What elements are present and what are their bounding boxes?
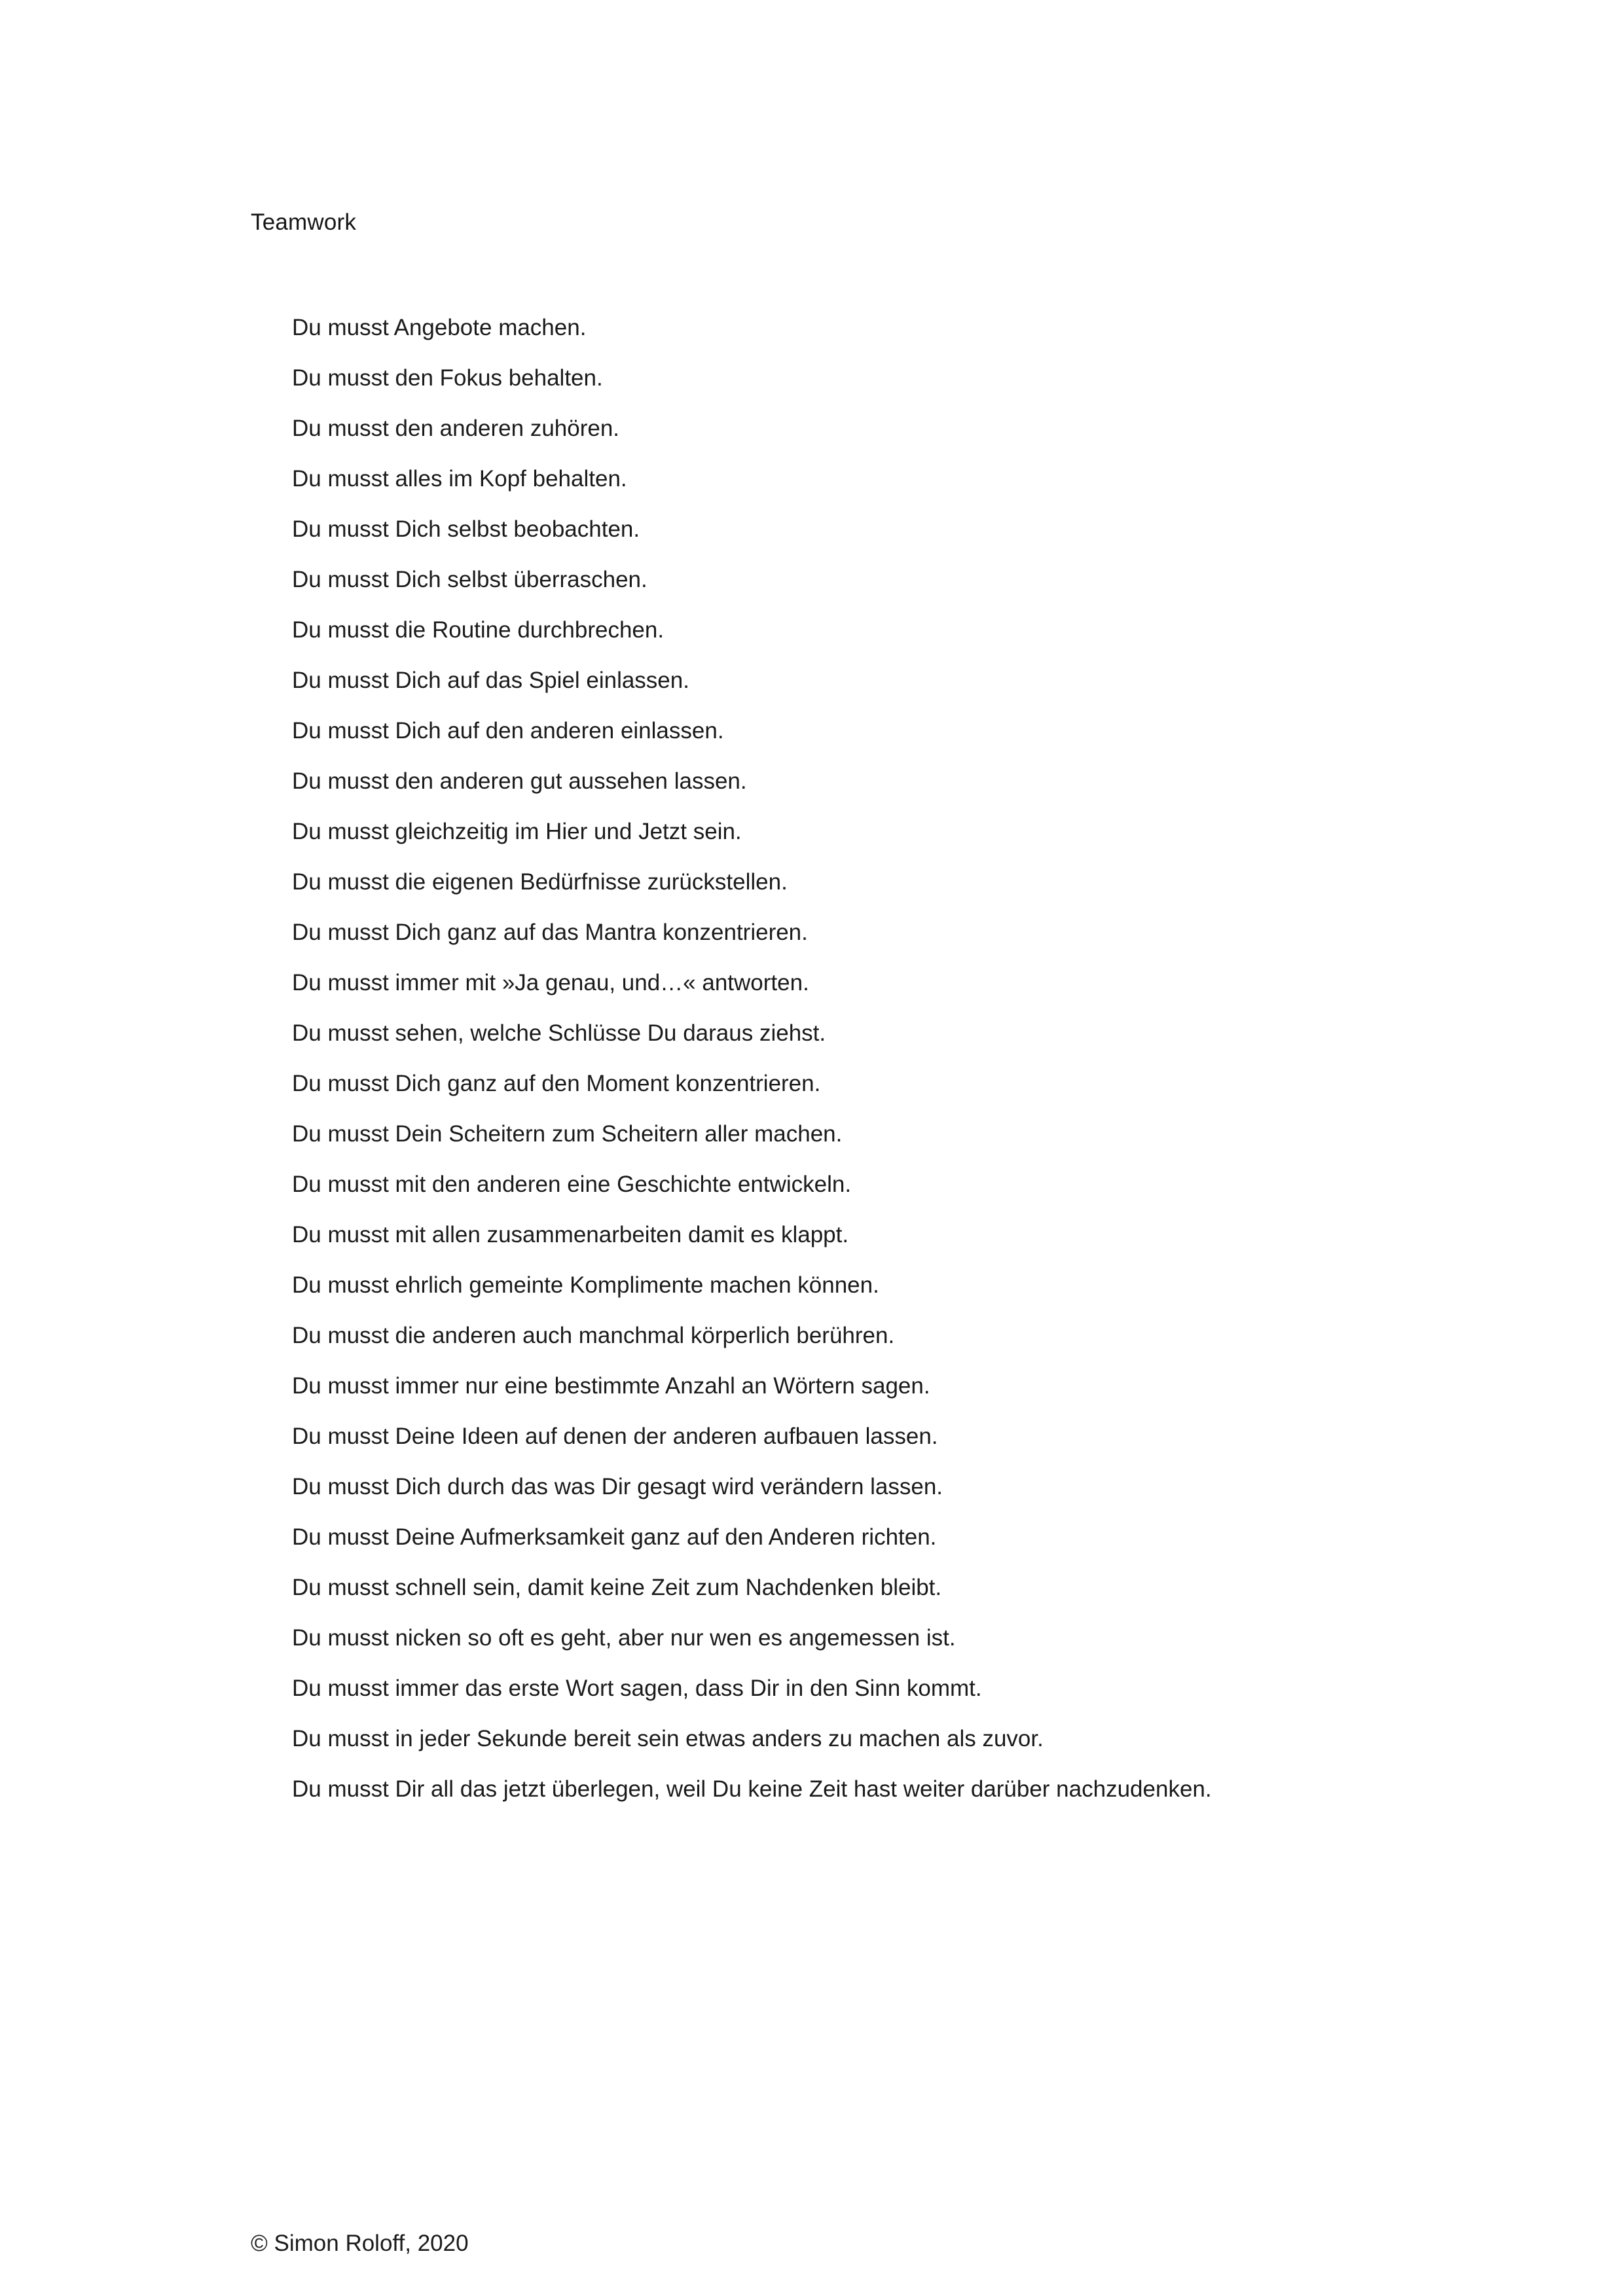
text-line: Du musst die Routine durchbrechen.: [292, 617, 665, 643]
copyright-footer: © Simon Roloff, 2020: [251, 2231, 469, 2256]
text-line: Du musst Dir all das jetzt überlegen, weil Du keine Zeit hast weiter darüber nachzudenken.: [292, 1776, 1212, 1802]
text-line: Du musst Dich auf den anderen einlassen.: [292, 718, 724, 744]
text-line: Du musst den anderen zuhören.: [292, 416, 620, 441]
text-line: Du musst Deine Aufmerksamkeit ganz auf den Anderen richten.: [292, 1524, 937, 1550]
text-line: Du musst die anderen auch manchmal körperlich berühren.: [292, 1323, 895, 1348]
text-line: Du musst in jeder Sekunde bereit sein etwas anders zu machen als zuvor.: [292, 1726, 1044, 1751]
text-line: Du musst nicken so oft es geht, aber nur wen es angemessen ist.: [292, 1625, 956, 1651]
text-line: Du musst schnell sein, damit keine Zeit zum Nachdenken bleibt.: [292, 1575, 942, 1600]
text-line: Du musst immer das erste Wort sagen, dass Dir in den Sinn kommt.: [292, 1676, 982, 1701]
text-line: Du musst Angebote machen.: [292, 315, 587, 340]
text-line: Du musst den Fokus behalten.: [292, 365, 603, 391]
text-line: Du musst mit den anderen eine Geschichte entwickeln.: [292, 1172, 852, 1197]
text-line: Du musst alles im Kopf behalten.: [292, 466, 627, 492]
text-line: Du musst Dich selbst beobachten.: [292, 516, 640, 542]
page-title: Teamwork: [251, 209, 357, 235]
text-line: Du musst sehen, welche Schlüsse Du daraus ziehst.: [292, 1020, 826, 1046]
text-line: Du musst immer mit »Ja genau, und…« antworten.: [292, 970, 809, 996]
text-block: [292, 302, 1212, 1814]
text-line: Du musst ehrlich gemeinte Komplimente machen können.: [292, 1272, 879, 1298]
text-line: Du musst mit allen zusammenarbeiten damit es klappt.: [292, 1222, 849, 1247]
text-line: Du musst Dein Scheitern zum Scheitern aller machen.: [292, 1121, 843, 1147]
text-line: Du musst gleichzeitig im Hier und Jetzt sein.: [292, 819, 742, 844]
text-line: Du musst Deine Ideen auf denen der anderen aufbauen lassen.: [292, 1424, 938, 1449]
text-line: Du musst Dich durch das was Dir gesagt wird verändern lassen.: [292, 1474, 943, 1499]
text-line: Du musst Dich selbst überraschen.: [292, 567, 647, 592]
text-line: Du musst den anderen gut aussehen lassen.: [292, 768, 747, 794]
text-line: Du musst die eigenen Bedürfnisse zurückstellen.: [292, 869, 788, 895]
text-line: Du musst Dich ganz auf den Moment konzentrieren.: [292, 1071, 821, 1096]
text-line: Du musst Dich auf das Spiel einlassen.: [292, 668, 689, 693]
text-line: Du musst Dich ganz auf das Mantra konzentrieren.: [292, 920, 808, 945]
text-line: Du musst immer nur eine bestimmte Anzahl an Wörtern sagen.: [292, 1373, 930, 1399]
